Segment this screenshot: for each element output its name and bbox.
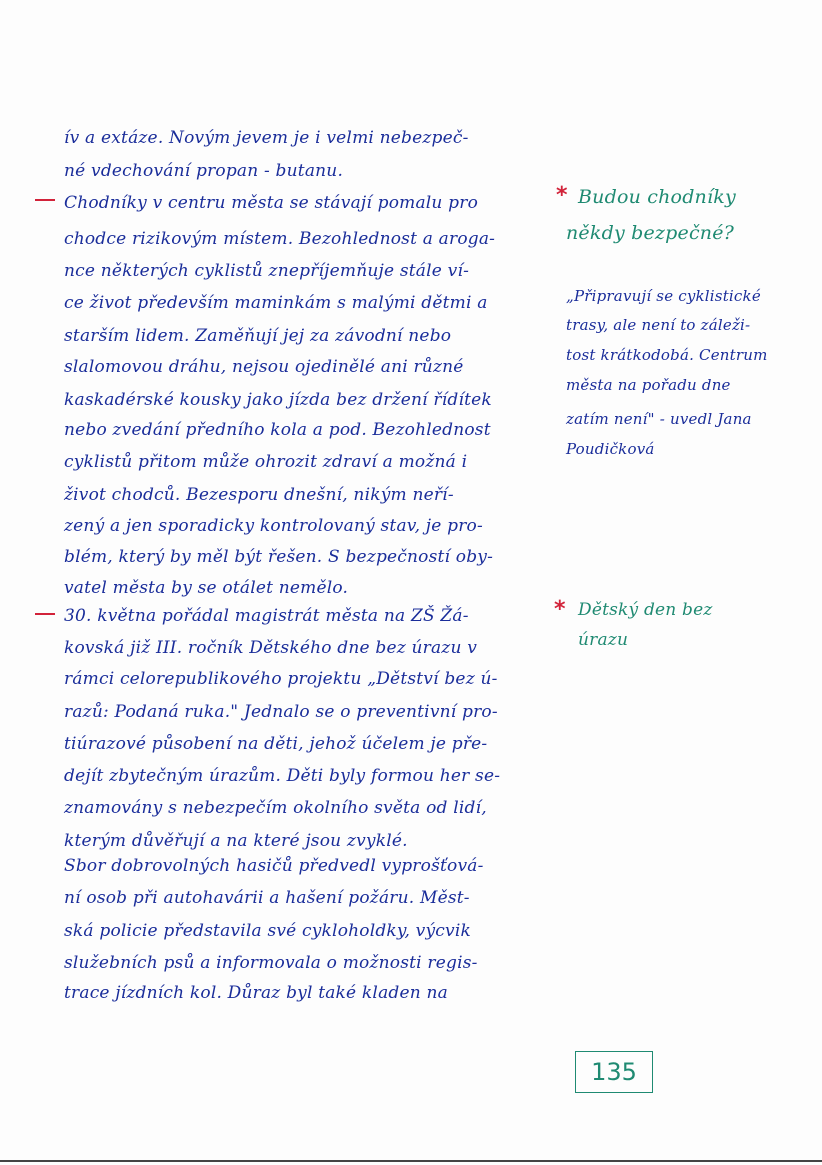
main-text-line: dejít zbytečným úrazům. Děti byly formou her se- [64,766,501,786]
main-text-line: tiúrazové působení na děti, jehož účelem je pře- [64,734,488,754]
main-text-line: kaskadérské kousky jako jízda bez držení řídítek [64,390,492,410]
asterisk-icon: * [556,183,568,208]
main-text-line: razů: Podaná ruka." Jednalo se o preventivní pro- [64,702,498,722]
main-text-line: kterým důvěřují a na které jsou zvyklé. [64,831,408,851]
main-text-line: ív a extáze. Novým jevem je i velmi nebezpeč- [64,128,469,148]
bullet-dash-1 [35,199,55,201]
main-text-line: rámci celorepublikového projektu „Dětství bez ú- [64,669,498,689]
main-text-line: vatel města by se otálet nemělo. [64,578,349,598]
main-text-line: starším lidem. Zaměňují jej za závodní nebo [64,326,452,346]
note1-quote-line: města na pořadu dne [566,376,731,394]
main-text-line: Chodníky v centru města se stávají pomalu pro [64,193,479,213]
main-text-line: trace jízdních kol. Důraz byl také kladen na [64,983,448,1003]
note2-line2: úrazu [578,630,629,650]
page-number: 135 [591,1058,637,1086]
main-text-line: zený a jen sporadicky kontrolovaný stav, je pro- [64,516,483,536]
note1-quote-line: trasy, ale není to záleži- [566,316,751,334]
note1-quote-line: „Připravují se cyklistické [566,287,761,305]
main-text-line: slalomovou dráhu, nejsou ojedinělé ani různé [64,357,464,377]
main-text-line: blém, který by měl být řešen. S bezpečností oby- [64,547,494,567]
main-text-line: nce některých cyklistů znepříjemňuje stále ví- [64,261,470,281]
main-text-line: ce život především maminkám s malými dětmi a [64,293,488,313]
page-number-box [575,1051,653,1093]
main-text-line: 30. května pořádal magistrát města na ZŠ Žá- [64,606,469,626]
note1-quote-line: Poudičková [566,440,655,458]
note1-quote-line: tost krátkodobá. Centrum [566,346,768,364]
main-text-line: né vdechování propan - butanu. [64,161,344,181]
main-text-line: cyklistů přitom může ohrozit zdraví a možná i [64,452,468,472]
note2-line1: Dětský den bez [578,600,713,620]
bullet-dash-2 [35,613,55,615]
main-text-line: ní osob při autohavárii a hašení požáru. Měst- [64,888,470,908]
main-text-line: nebo zvedání předního kola a pod. Bezohlednost [64,420,491,440]
main-text-line: ská policie představila své cykloholdky, výcvik [64,921,471,941]
main-text-line: služebních psů a informovala o možnosti regis- [64,953,478,973]
main-text-line: znamovány s nebezpečím okolního světa od lidí, [64,798,487,818]
note1-quote-line: zatím není" - uvedl Jana [566,410,752,428]
asterisk-icon: * [554,597,566,622]
scan-edge-line [0,1160,822,1162]
note1-title-line1: Budou chodníky [578,186,736,208]
main-text-line: Sbor dobrovolných hasičů předvedl vyprošťová- [64,856,484,876]
main-text-line: kovská již III. ročník Dětského dne bez úrazu v [64,638,478,658]
main-text-line: chodce rizikovým místem. Bezohlednost a aroga- [64,229,496,249]
note1-title-line2: někdy bezpečné? [566,222,735,244]
main-text-line: život chodců. Bezesporu dnešní, nikým neří- [64,485,454,505]
